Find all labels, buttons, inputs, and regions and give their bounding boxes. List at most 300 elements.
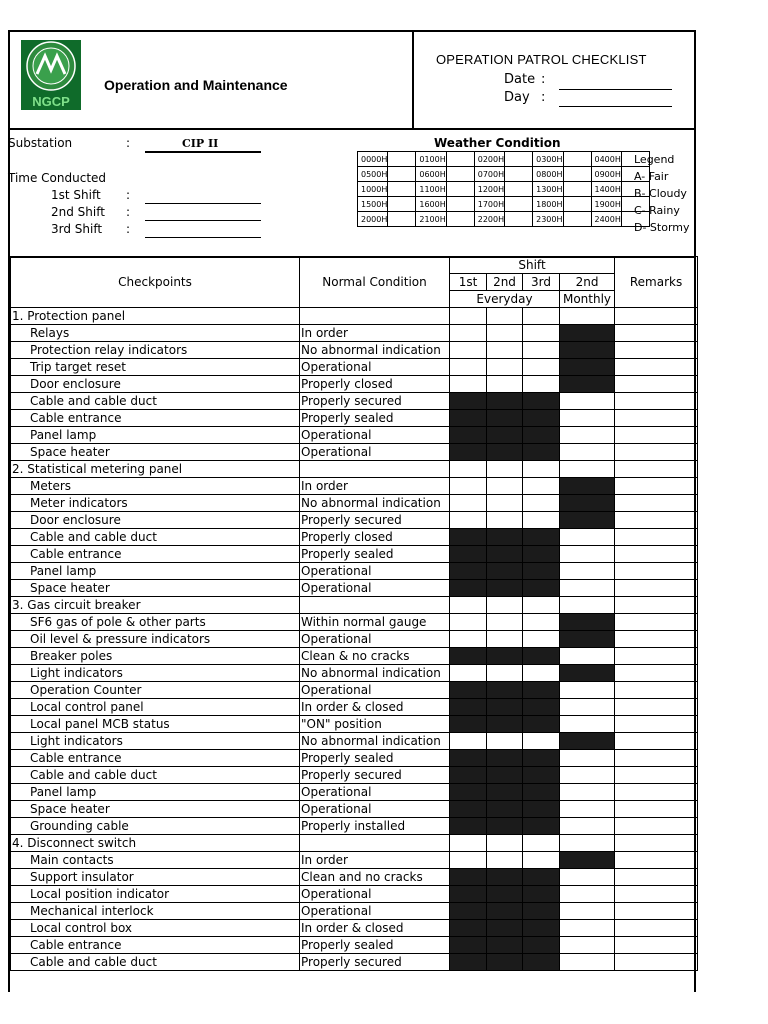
checkpoint-label: Breaker poles xyxy=(11,648,300,665)
normal-condition: In order & closed xyxy=(300,699,450,716)
monthly-cell xyxy=(560,342,615,359)
checkpoint-label: SF6 gas of pole & other parts xyxy=(11,614,300,631)
org-block xyxy=(10,32,414,128)
weather-row xyxy=(358,182,650,197)
shift-3rd-cell[interactable] xyxy=(523,359,560,376)
normal-condition: Properly installed xyxy=(300,818,450,835)
checkpoint-row xyxy=(11,563,698,580)
shift-2nd-cell[interactable] xyxy=(487,342,523,359)
remarks-cell[interactable] xyxy=(615,818,698,835)
shift2-label: 2nd Shift xyxy=(51,205,105,219)
checkpoint-row xyxy=(11,733,698,750)
section-title: 2. Statistical metering panel xyxy=(11,461,300,478)
checklist-sheet xyxy=(8,30,696,992)
remarks-cell[interactable] xyxy=(615,325,698,342)
weather-entry-cell[interactable] xyxy=(446,152,474,167)
col-everyday-header: Everyday xyxy=(450,291,560,308)
shift-2nd-cell[interactable] xyxy=(487,597,523,614)
remarks-cell[interactable] xyxy=(615,750,698,767)
shift-1st-cell[interactable] xyxy=(450,325,487,342)
shift-2nd-cell[interactable] xyxy=(487,461,523,478)
shift1-colon: : xyxy=(126,188,131,202)
checkpoint-label: Panel lamp xyxy=(11,427,300,444)
normal-condition: Operational xyxy=(300,580,450,597)
checkpoint-row xyxy=(11,427,698,444)
monthly-cell[interactable] xyxy=(560,886,615,903)
substation-underline xyxy=(145,151,261,153)
checkpoint-row xyxy=(11,546,698,563)
shift-2nd-cell[interactable] xyxy=(487,835,523,852)
normal-condition xyxy=(300,597,450,614)
monthly-cell xyxy=(560,478,615,495)
normal-condition: Operational xyxy=(300,359,450,376)
shift-3rd-cell[interactable] xyxy=(523,495,560,512)
shift-1st-cell[interactable] xyxy=(450,614,487,631)
checkpoint-label: Mechanical interlock xyxy=(11,903,300,920)
remarks-cell[interactable] xyxy=(615,699,698,716)
weather-time-cell: 0700H xyxy=(474,167,504,182)
remarks-cell[interactable] xyxy=(615,597,698,614)
checkpoint-label: Light indicators xyxy=(11,665,300,682)
normal-condition: Properly closed xyxy=(300,529,450,546)
weather-time-cell: 1700H xyxy=(474,197,504,212)
remarks-cell[interactable] xyxy=(615,835,698,852)
monthly-cell[interactable] xyxy=(560,597,615,614)
shift-2nd-cell[interactable] xyxy=(487,614,523,631)
day-label: Day xyxy=(504,90,530,105)
shift-3rd-cell[interactable] xyxy=(523,614,560,631)
org-title: Operation and Maintenance xyxy=(104,77,288,93)
monthly-cell xyxy=(560,325,615,342)
monthly-cell[interactable] xyxy=(560,954,615,971)
shift-3rd-cell[interactable] xyxy=(523,665,560,682)
col-3rd-header: 3rd xyxy=(523,274,560,291)
remarks-cell[interactable] xyxy=(615,852,698,869)
checkpoint-row xyxy=(11,580,698,597)
remarks-cell[interactable] xyxy=(615,546,698,563)
weather-time-cell: 0100H xyxy=(416,152,446,167)
section-row xyxy=(11,835,698,852)
weather-title: Weather Condition xyxy=(434,136,561,150)
shift-3rd-cell[interactable] xyxy=(523,852,560,869)
monthly-cell[interactable] xyxy=(560,546,615,563)
normal-condition: In order xyxy=(300,478,450,495)
weather-entry-cell[interactable] xyxy=(388,182,416,197)
weather-time-cell: 1100H xyxy=(416,182,446,197)
checkpoint-label: Cable entrance xyxy=(11,410,300,427)
normal-condition xyxy=(300,308,450,325)
weather-entry-cell[interactable] xyxy=(388,197,416,212)
monthly-cell[interactable] xyxy=(560,835,615,852)
shift-3rd-cell xyxy=(523,903,560,920)
shift-3rd-cell[interactable] xyxy=(523,308,560,325)
shift-1st-cell[interactable] xyxy=(450,597,487,614)
remarks-cell[interactable] xyxy=(615,648,698,665)
shift-2nd-cell xyxy=(487,716,523,733)
shift-2nd-cell xyxy=(487,648,523,665)
col-monthly-2nd-header: 2nd xyxy=(560,274,615,291)
remarks-cell[interactable] xyxy=(615,784,698,801)
monthly-cell[interactable] xyxy=(560,529,615,546)
checkpoint-row xyxy=(11,376,698,393)
checkpoint-label: Local panel MCB status xyxy=(11,716,300,733)
shift-3rd-cell xyxy=(523,393,560,410)
legend-item: Legend xyxy=(634,153,675,166)
weather-time-cell: 2100H xyxy=(416,212,446,227)
monthly-cell[interactable] xyxy=(560,410,615,427)
monthly-cell[interactable] xyxy=(560,920,615,937)
date-field[interactable] xyxy=(559,89,672,90)
checkpoint-label: Cable entrance xyxy=(11,750,300,767)
weather-entry-cell[interactable] xyxy=(563,197,591,212)
shift-1st-cell[interactable] xyxy=(450,342,487,359)
checkpoint-label: Space heater xyxy=(11,580,300,597)
remarks-cell[interactable] xyxy=(615,614,698,631)
shift-3rd-cell xyxy=(523,563,560,580)
checkpoint-row xyxy=(11,631,698,648)
checkpoint-row xyxy=(11,393,698,410)
weather-entry-cell[interactable] xyxy=(563,152,591,167)
normal-condition: Properly secured xyxy=(300,954,450,971)
remarks-cell[interactable] xyxy=(615,427,698,444)
shift-1st-cell xyxy=(450,393,487,410)
checkpoint-label: Cable and cable duct xyxy=(11,767,300,784)
weather-entry-cell[interactable] xyxy=(563,212,591,227)
monthly-cell[interactable] xyxy=(560,427,615,444)
remarks-cell[interactable] xyxy=(615,444,698,461)
weather-entry-cell[interactable] xyxy=(446,212,474,227)
weather-entry-cell[interactable] xyxy=(505,212,533,227)
shift-2nd-cell[interactable] xyxy=(487,359,523,376)
remarks-cell[interactable] xyxy=(615,682,698,699)
checkpoint-label: Main contacts xyxy=(11,852,300,869)
monthly-cell xyxy=(560,665,615,682)
monthly-cell[interactable] xyxy=(560,393,615,410)
normal-condition: Properly secured xyxy=(300,767,450,784)
weather-entry-cell[interactable] xyxy=(388,167,416,182)
shift-1st-cell[interactable] xyxy=(450,461,487,478)
monthly-cell[interactable] xyxy=(560,869,615,886)
checkpoint-label: Meters xyxy=(11,478,300,495)
remarks-cell[interactable] xyxy=(615,937,698,954)
weather-time-cell: 0600H xyxy=(416,167,446,182)
shift-3rd-cell xyxy=(523,784,560,801)
shift2-colon: : xyxy=(126,205,131,219)
weather-entry-cell[interactable] xyxy=(563,167,591,182)
remarks-cell[interactable] xyxy=(615,478,698,495)
shift-2nd-cell[interactable] xyxy=(487,478,523,495)
shift-2nd-cell[interactable] xyxy=(487,495,523,512)
checkpoint-row xyxy=(11,495,698,512)
shift-3rd-cell[interactable] xyxy=(523,325,560,342)
shift-3rd-cell xyxy=(523,699,560,716)
weather-time-cell: 0800H xyxy=(533,167,563,182)
remarks-cell[interactable] xyxy=(615,495,698,512)
remarks-cell[interactable] xyxy=(615,954,698,971)
remarks-cell[interactable] xyxy=(615,359,698,376)
shift-2nd-cell[interactable] xyxy=(487,325,523,342)
remarks-cell[interactable] xyxy=(615,869,698,886)
monthly-cell[interactable] xyxy=(560,903,615,920)
shift-2nd-cell xyxy=(487,393,523,410)
shift-3rd-cell[interactable] xyxy=(523,478,560,495)
monthly-cell[interactable] xyxy=(560,648,615,665)
shift-2nd-cell xyxy=(487,954,523,971)
shift-1st-cell xyxy=(450,580,487,597)
shift-2nd-cell[interactable] xyxy=(487,308,523,325)
shift-2nd-cell[interactable] xyxy=(487,852,523,869)
weather-entry-cell[interactable] xyxy=(388,152,416,167)
weather-time-cell: 2400H xyxy=(591,212,621,227)
checkpoint-row xyxy=(11,342,698,359)
checkpoint-label: Cable and cable duct xyxy=(11,393,300,410)
shift-1st-cell[interactable] xyxy=(450,512,487,529)
shift-1st-cell[interactable] xyxy=(450,495,487,512)
weather-time-cell: 1600H xyxy=(416,197,446,212)
normal-condition: Operational xyxy=(300,444,450,461)
remarks-cell[interactable] xyxy=(615,631,698,648)
remarks-cell[interactable] xyxy=(615,512,698,529)
section-title: 3. Gas circuit breaker xyxy=(11,597,300,614)
substation-label: Substation xyxy=(8,136,73,150)
checkpoint-row xyxy=(11,937,698,954)
normal-condition: In order xyxy=(300,852,450,869)
weather-time-cell: 2300H xyxy=(533,212,563,227)
col-shift-header: Shift xyxy=(450,257,615,274)
shift-3rd-cell[interactable] xyxy=(523,597,560,614)
remarks-cell[interactable] xyxy=(615,308,698,325)
checkpoint-row xyxy=(11,699,698,716)
checkpoint-row xyxy=(11,444,698,461)
shift3-label: 3rd Shift xyxy=(51,222,103,236)
form-title: OPERATION PATROL CHECKLIST xyxy=(436,52,647,67)
weather-time-cell: 1400H xyxy=(591,182,621,197)
monthly-cell[interactable] xyxy=(560,937,615,954)
weather-entry-cell[interactable] xyxy=(446,182,474,197)
normal-condition: Properly secured xyxy=(300,512,450,529)
weather-entry-cell[interactable] xyxy=(505,167,533,182)
normal-condition: Operational xyxy=(300,801,450,818)
shift-2nd-cell[interactable] xyxy=(487,631,523,648)
shift-2nd-cell[interactable] xyxy=(487,376,523,393)
weather-time-cell: 1000H xyxy=(358,182,388,197)
legend-item: A- Fair xyxy=(634,170,669,183)
shift-3rd-cell[interactable] xyxy=(523,461,560,478)
shift-1st-cell[interactable] xyxy=(450,733,487,750)
monthly-cell xyxy=(560,852,615,869)
monthly-cell[interactable] xyxy=(560,461,615,478)
shift-1st-cell[interactable] xyxy=(450,359,487,376)
shift-3rd-cell xyxy=(523,886,560,903)
monthly-cell[interactable] xyxy=(560,563,615,580)
monthly-cell[interactable] xyxy=(560,308,615,325)
normal-condition: Operational xyxy=(300,886,450,903)
remarks-cell[interactable] xyxy=(615,529,698,546)
remarks-cell[interactable] xyxy=(615,733,698,750)
shift-1st-cell[interactable] xyxy=(450,308,487,325)
shift-2nd-cell[interactable] xyxy=(487,665,523,682)
shift-1st-cell[interactable] xyxy=(450,376,487,393)
date-label: Date xyxy=(504,72,536,87)
shift-2nd-cell xyxy=(487,699,523,716)
checkpoint-label: Local control box xyxy=(11,920,300,937)
checkpoint-label: Cable entrance xyxy=(11,937,300,954)
shift-3rd-cell xyxy=(523,444,560,461)
shift-1st-cell xyxy=(450,716,487,733)
shift-1st-cell xyxy=(450,954,487,971)
weather-time-cell: 1200H xyxy=(474,182,504,197)
monthly-cell[interactable] xyxy=(560,750,615,767)
weather-entry-cell[interactable] xyxy=(563,182,591,197)
remarks-cell[interactable] xyxy=(615,886,698,903)
weather-entry-cell[interactable] xyxy=(505,152,533,167)
checkpoint-label: Panel lamp xyxy=(11,563,300,580)
substation-value: CIP II xyxy=(182,137,219,150)
weather-time-cell: 1800H xyxy=(533,197,563,212)
monthly-cell xyxy=(560,359,615,376)
checkpoint-row xyxy=(11,665,698,682)
shift-1st-cell[interactable] xyxy=(450,852,487,869)
remarks-cell[interactable] xyxy=(615,563,698,580)
monthly-cell xyxy=(560,376,615,393)
monthly-cell[interactable] xyxy=(560,444,615,461)
time-conducted-label: Time Conducted xyxy=(8,171,107,185)
remarks-cell[interactable] xyxy=(615,903,698,920)
col-2nd-header: 2nd xyxy=(487,274,523,291)
monthly-cell[interactable] xyxy=(560,699,615,716)
shift-2nd-cell xyxy=(487,886,523,903)
checkpoint-label: Oil level & pressure indicators xyxy=(11,631,300,648)
shift-3rd-cell xyxy=(523,954,560,971)
checkpoint-row xyxy=(11,920,698,937)
remarks-cell[interactable] xyxy=(615,716,698,733)
shift-2nd-cell xyxy=(487,750,523,767)
checkpoint-row xyxy=(11,903,698,920)
shift-3rd-cell xyxy=(523,580,560,597)
day-colon: : xyxy=(541,90,546,105)
shift-3rd-cell[interactable] xyxy=(523,342,560,359)
checkpoint-label: Relays xyxy=(11,325,300,342)
form-header xyxy=(10,32,694,130)
weather-time-cell: 1900H xyxy=(591,197,621,212)
shift-1st-cell xyxy=(450,529,487,546)
shift-2nd-cell xyxy=(487,580,523,597)
checkpoint-label: Meter indicators xyxy=(11,495,300,512)
monthly-cell[interactable] xyxy=(560,580,615,597)
normal-condition: "ON" position xyxy=(300,716,450,733)
monthly-cell[interactable] xyxy=(560,682,615,699)
remarks-cell[interactable] xyxy=(615,767,698,784)
monthly-cell[interactable] xyxy=(560,801,615,818)
checkpoint-row xyxy=(11,886,698,903)
shift-1st-cell xyxy=(450,784,487,801)
shift-3rd-cell[interactable] xyxy=(523,835,560,852)
shift-2nd-cell xyxy=(487,546,523,563)
shift-1st-cell xyxy=(450,818,487,835)
info-section xyxy=(10,128,694,258)
checkpoint-label: Cable entrance xyxy=(11,546,300,563)
shift3-field[interactable] xyxy=(145,237,261,238)
checkpoint-row xyxy=(11,512,698,529)
date-colon: : xyxy=(541,72,546,87)
checkpoint-label: Door enclosure xyxy=(11,376,300,393)
weather-time-cell: 2200H xyxy=(474,212,504,227)
shift-3rd-cell xyxy=(523,818,560,835)
checkpoint-label: Cable and cable duct xyxy=(11,954,300,971)
weather-entry-cell[interactable] xyxy=(446,197,474,212)
shift-2nd-cell xyxy=(487,427,523,444)
shift-3rd-cell[interactable] xyxy=(523,631,560,648)
checkpoint-table xyxy=(10,256,698,971)
shift-1st-cell[interactable] xyxy=(450,665,487,682)
remarks-cell[interactable] xyxy=(615,410,698,427)
shift-3rd-cell xyxy=(523,529,560,546)
shift2-field[interactable] xyxy=(145,220,261,221)
checkpoint-label: Space heater xyxy=(11,801,300,818)
weather-entry-cell[interactable] xyxy=(388,212,416,227)
col-monthly-header: Monthly xyxy=(560,291,615,308)
normal-condition: No abnormal indication xyxy=(300,342,450,359)
monthly-cell[interactable] xyxy=(560,818,615,835)
weather-row xyxy=(358,167,650,182)
monthly-cell[interactable] xyxy=(560,784,615,801)
checkpoint-row xyxy=(11,750,698,767)
weather-time-cell: 0300H xyxy=(533,152,563,167)
remarks-cell[interactable] xyxy=(615,801,698,818)
section-row xyxy=(11,308,698,325)
checkpoint-row xyxy=(11,767,698,784)
shift-3rd-cell xyxy=(523,937,560,954)
shift-3rd-cell xyxy=(523,750,560,767)
remarks-cell[interactable] xyxy=(615,580,698,597)
weather-time-cell: 1300H xyxy=(533,182,563,197)
shift-1st-cell[interactable] xyxy=(450,478,487,495)
shift-2nd-cell[interactable] xyxy=(487,733,523,750)
shift-1st-cell[interactable] xyxy=(450,835,487,852)
checkpoint-label: Local position indicator xyxy=(11,886,300,903)
remarks-cell[interactable] xyxy=(615,376,698,393)
remarks-cell[interactable] xyxy=(615,342,698,359)
checkpoint-row xyxy=(11,801,698,818)
shift-2nd-cell xyxy=(487,444,523,461)
shift-3rd-cell[interactable] xyxy=(523,733,560,750)
shift-2nd-cell[interactable] xyxy=(487,512,523,529)
shift-1st-cell[interactable] xyxy=(450,631,487,648)
shift-1st-cell xyxy=(450,886,487,903)
section-row xyxy=(11,597,698,614)
shift-3rd-cell xyxy=(523,410,560,427)
shift-1st-cell xyxy=(450,427,487,444)
shift-3rd-cell[interactable] xyxy=(523,376,560,393)
weather-entry-cell[interactable] xyxy=(505,182,533,197)
remarks-cell[interactable] xyxy=(615,393,698,410)
remarks-cell[interactable] xyxy=(615,920,698,937)
remarks-cell[interactable] xyxy=(615,665,698,682)
normal-condition: No abnormal indication xyxy=(300,665,450,682)
day-field[interactable] xyxy=(559,106,672,107)
shift-3rd-cell[interactable] xyxy=(523,512,560,529)
weather-entry-cell[interactable] xyxy=(446,167,474,182)
remarks-cell[interactable] xyxy=(615,461,698,478)
weather-time-cell: 0000H xyxy=(358,152,388,167)
section-title: 1. Protection panel xyxy=(11,308,300,325)
shift-1st-cell xyxy=(450,410,487,427)
monthly-cell[interactable] xyxy=(560,767,615,784)
shift-1st-cell xyxy=(450,546,487,563)
monthly-cell[interactable] xyxy=(560,716,615,733)
weather-entry-cell[interactable] xyxy=(505,197,533,212)
shift1-field[interactable] xyxy=(145,203,261,204)
